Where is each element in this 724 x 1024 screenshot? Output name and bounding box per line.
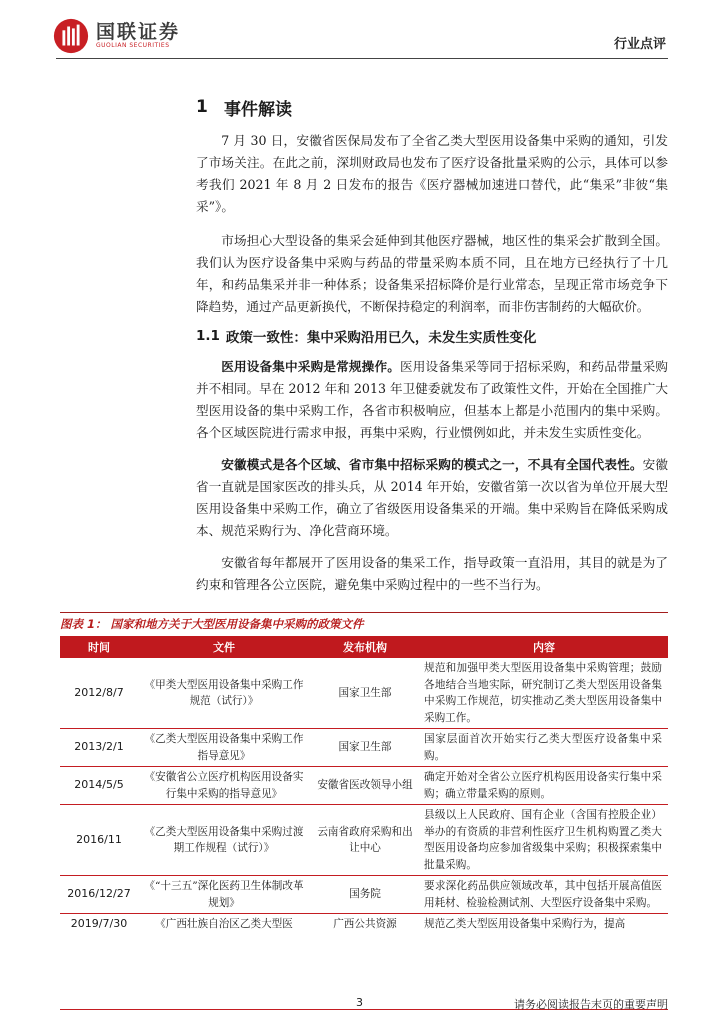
subsection-heading bbox=[196, 322, 668, 350]
cell-org: 安徽省医改领导小组 bbox=[310, 767, 420, 805]
section-title: 事件解读 bbox=[224, 99, 292, 120]
cell-content: 确定开始对全省公立医疗机构医用设备实行集中采购；确立带量采购的原则。 bbox=[420, 767, 668, 805]
section-heading bbox=[196, 92, 668, 122]
cell-content: 县级以上人民政府、国有企业（含国有控股企业）举办的有资质的非营利性医疗卫生机构购置乙类大型医用设备均应参加省级集中采购；积极探索集中批量采购。 bbox=[420, 805, 668, 876]
paragraph: 安徽省每年都展开了医用设备的集采工作，指导政策一直沿用，其目的就是为了约束和管理各公立医院，避免集中采购过程中的一些不当行为。 bbox=[196, 555, 668, 592]
policy-table bbox=[60, 636, 668, 938]
cell-time: 2016/11 bbox=[60, 805, 138, 876]
column-header-time: 时间 bbox=[60, 636, 138, 658]
figure-title bbox=[60, 612, 668, 635]
cell-time: 2019/7/30 bbox=[70, 917, 128, 930]
cell-org: 国家卫生部 bbox=[310, 658, 420, 729]
main-content bbox=[196, 92, 668, 596]
cell-content: 规范乙类大型医用设备集中采购行为，提高 bbox=[424, 918, 626, 930]
cell-content: 要求深化药品供应领域改革，其中包括开展高值医用耗材、检验检测试剂、大型医疗设备集中采购。 bbox=[420, 876, 668, 914]
cell-content: 国家层面首次开始实行乙类大型医疗设备集中采购。 bbox=[420, 729, 668, 767]
figure-label: 图表 1： bbox=[60, 617, 107, 631]
cell-org: 国务院 bbox=[310, 876, 420, 914]
table-row bbox=[60, 767, 668, 805]
cell-file: 《乙类大型医用设备集中采购工作指导意见》 bbox=[138, 729, 310, 767]
cell-file: 《“十三五”深化医药卫生体制改革规划》 bbox=[138, 876, 310, 914]
figure-caption: 国家和地方关于大型医用设备集中采购的政策文件 bbox=[110, 617, 364, 631]
paragraph-lead: 安徽模式是各个区域、省市集中招标采购的模式之一，不具有全国代表性。 bbox=[221, 457, 643, 472]
cell-org: 云南省政府采购和出让中心 bbox=[310, 805, 420, 876]
paragraph-text: 医用设备集采等同于招标采购，和药品带量采购并不相同。早在 2012 年和 2013 年卫健委就发布了政策性文件，开始在全国推广大型医用设备的集中采购工作，各省市积极响应，但基本上都是小范围内的集中采购。各个区域医院进行需求申报，再集中采购，行业惯例如此，并未发生实质性变化。 bbox=[196, 359, 669, 440]
cell-time: 2013/2/1 bbox=[60, 729, 138, 767]
logo-text bbox=[96, 22, 180, 50]
logo-cn: 国联证券 bbox=[96, 21, 181, 43]
cell-org: 国家卫生部 bbox=[310, 729, 420, 767]
section-number: 1 bbox=[196, 97, 208, 117]
doc-type: 行业点评 bbox=[613, 37, 666, 52]
cell-file: 《乙类大型医用设备集中采购过渡期工作规程（试行）》 bbox=[138, 805, 310, 876]
cell-org: 广西公共资源 bbox=[333, 918, 397, 930]
table-row bbox=[60, 805, 668, 876]
column-header-content: 内容 bbox=[420, 636, 668, 658]
paragraph bbox=[196, 454, 668, 542]
table-row bbox=[60, 658, 668, 729]
page-header bbox=[0, 0, 724, 60]
company-logo bbox=[52, 17, 180, 55]
page-number: 3 bbox=[356, 996, 363, 1009]
header-divider bbox=[56, 58, 668, 59]
cell-time: 2014/5/5 bbox=[60, 767, 138, 805]
table-row bbox=[60, 914, 668, 939]
subsection-title: 政策一致性：集中采购沿用已久，未发生实质性变化 bbox=[225, 330, 537, 346]
cell-time: 2016/12/27 bbox=[60, 876, 138, 914]
cell-time: 2012/8/7 bbox=[60, 658, 138, 729]
paragraph bbox=[196, 356, 668, 444]
paragraph: 市场担心大型设备的集采会延伸到其他医疗器械，地区性的集采会扩散到全国。我们认为医疗设备集中采购与药品的带量采购本质不同，且在地方已经执行了十几年，和药品集采并非一种体系；设备集采招标降价是行业常态，呈现正常市场竞争下降趋势，通过产品更新换代，不断保持稳定的利润率，而非伤害制药的大幅砍价。 bbox=[196, 233, 668, 314]
table-row bbox=[60, 876, 668, 914]
cell-content: 规范和加强甲类大型医用设备集中采购管理；鼓励各地结合当地实际，研究制订乙类大型医用设备集中采购工作规范，切实推动乙类大型医用设备集中采购工作。 bbox=[420, 658, 668, 729]
subsection-number: 1.1 bbox=[196, 328, 220, 344]
paragraph: 7 月 30 日，安徽省医保局发布了全省乙类大型医用设备集中采购的通知，引发了市场关注。在此之前，深圳财政局也发布了医疗设备批量采购的公示，具体可以参考我们 2021 年 8 月 2 日发布的报告《医疗器械加速进口替代，此“集采”非彼“集采”》。 bbox=[196, 133, 668, 214]
footer-disclaimer: 请务必阅读报告末页的重要声明 bbox=[514, 998, 668, 1011]
cell-file: 《甲类大型医用设备集中采购工作规范（试行）》 bbox=[138, 658, 310, 729]
paragraph-lead: 医用设备集中采购是常规操作。 bbox=[221, 359, 400, 374]
column-header-org: 发布机构 bbox=[310, 636, 420, 658]
logo-en: GUOLIAN SECURITIES bbox=[96, 42, 170, 49]
cell-file: 《安徽省公立医疗机构医用设备实行集中采购的指导意见》 bbox=[138, 767, 310, 805]
table-row bbox=[60, 729, 668, 767]
paragraph-text: 安徽省一直就是国家医改的排头兵，从 2014 年开始，安徽省第一次以省为单位开展大型医用设备集中采购工作，确立了省级医用设备集采的开端。集中采购旨在降低采购成本、规范采购行为、净化营商环境。 bbox=[196, 457, 669, 538]
cell-file: 《广西壮族自治区乙类大型医 bbox=[155, 918, 293, 930]
guolian-logo-icon bbox=[52, 17, 90, 55]
table-header-row bbox=[60, 636, 668, 658]
column-header-file: 文件 bbox=[138, 636, 310, 658]
